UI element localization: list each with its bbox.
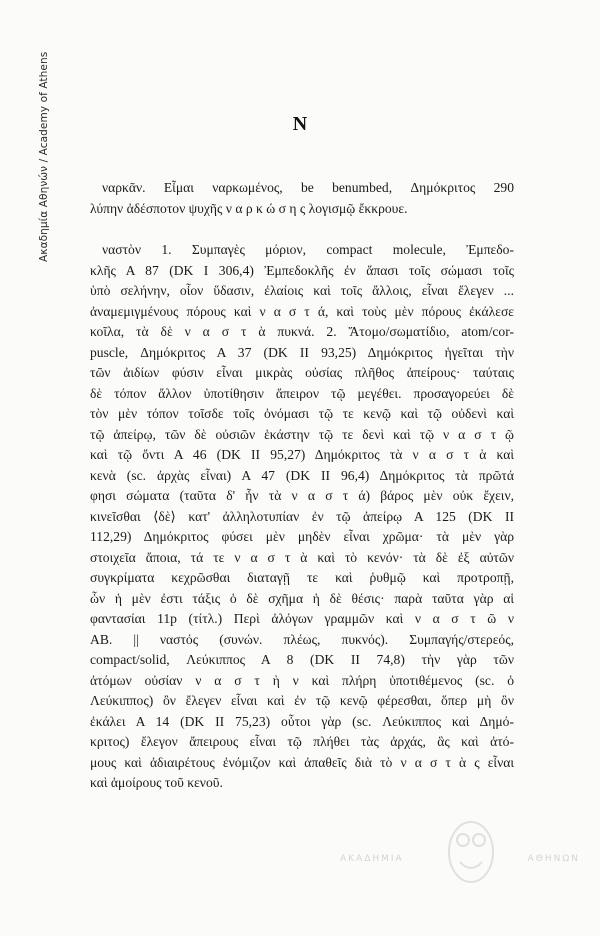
entry-line: ἐκάλει Α 14 (DK II 75,23) οὗτοι γὰρ (sc. Λεύκιππος καὶ Δημό- (90, 713, 514, 729)
entry-line: ναρκᾶν. Εἶμαι ναρκωμένος, be benumbed, Δημόκριτος 290 (102, 180, 514, 195)
entry-line: καὶ ἀμοίρους τοῦ κενοῦ. (90, 775, 223, 790)
entry-line: 112,29) Δημόκριτος φύσει μὲν μηδὲν εἶναι χρῶμα· τὰ μὲν γὰρ (90, 529, 514, 544)
entry-line: κοῖλα, τὰ δὲ ν α σ τ ὰ πυκνά. 2. Ἄτομο/σωματίδιο, atom/cor- (90, 324, 514, 339)
entry-line: κενὰ (sc. ἀρχὰς εἶναι) Α 47 (DK II 96,4) Δημόκριτος τὰ πρῶτά (90, 467, 514, 483)
academy-watermark (340, 840, 580, 880)
entry-line: τῶν ἀιδίων φύσιν εἶναι μικρὰς οὐσίας πλῆθος ἀπείρους· ταύταις (90, 365, 514, 380)
archive-side-label: Ακαδημία Αθηνών / Academy of Athens (38, 51, 50, 262)
owl-seal-icon (438, 812, 504, 888)
entry-line: ἀναμεμιγμένους πόρους καὶ ν α σ τ ά, καὶ τοὺς μὲν πόρους ἐκάλεσε (90, 303, 514, 319)
entry-line: φησι σώματα (ταῦτα δ' ἦν τὰ ν α σ τ ά) βάρος μὲν οὐκ ἔχειν, (90, 488, 514, 503)
entry-line: puscle, Δημόκριτος Α 37 (DK II 93,25) Δημόκριτος ἡγεῖται τὴν (90, 344, 514, 360)
entry-narkan (90, 178, 514, 219)
section-letter-heading: N (292, 113, 308, 135)
entry-line: Λεύκιππος) ὂν ἔλεγεν εἶναι καὶ ἐν τῷ κενῷ φέρεσθαι, ὅπερ μὴ ὂν (90, 693, 514, 708)
entry-line: ναστὸν 1. Συμπαγὲς μόριον, compact molecule, Ἐμπεδο- (102, 242, 514, 257)
entry-line: ὑπὸ σελήνην, οἷον ὕδασιν, ἐλαίοις καὶ τοῖς ἄλλοις, εἶναι ἔλεγεν ... (90, 283, 514, 298)
entry-line: στοιχεῖα ἄποια, τά τε ν α σ τ ὰ καὶ τὸ κενόν· τὰ δὲ ἐξ αὐτῶν (90, 549, 514, 565)
entry-line: δὲ τόπον ἄλλον ὑποτίθησιν ἄπειρον τῷ μεγέθει. προσαγορεύει δὲ (90, 385, 514, 401)
entry-line: ὧν ἡ μὲν ἐστι τάξις ὁ δὲ σχῆμα ἡ δὲ θέσις· παρὰ ταῦτα γὰρ αἱ (90, 590, 514, 606)
entry-line: κλῆς Α 87 (DK I 306,4) Ἐμπεδοκλῆς ἐν ἅπασι τοῖς σώμασι τοῖς (90, 262, 514, 278)
dictionary-entries (90, 178, 514, 794)
entry-line: ΑΒ. || ναστός (συνών. πλέως, πυκνός). Συμπαγής/στερεός, (90, 631, 514, 647)
entry-line: φαντασίαι 11p (τίτλ.) Περὶ ἀλόγων γραμμῶν καὶ ν α σ τ ῶ ν (90, 611, 514, 626)
entry-line: κριτος) ἔλεγον ἄπειρους εἶναι τῷ πλήθει τὰς ἀρχάς, ἃς καὶ ἀτό- (90, 734, 514, 749)
watermark-right-text: ΑΘΗΝΩΝ (527, 854, 580, 864)
entry-line: συγκρίματα κεχρῶσθαι διαταγῇ τε καὶ ῥυθμῷ καὶ προτροπῇ, (90, 570, 514, 585)
entry-line: κινεῖσθαι ⟨δὲ⟩ κατ' ἀλληλοτυπίαν ἐν τῷ ἀπείρῳ Α 125 (DK II (90, 508, 514, 524)
entry-line: μους καὶ ἀδιαιρέτους ἐνόμιζον καὶ ἀπαθεῖς διὰ τὸ ν α σ τ ὰ ς εἶναι (90, 754, 514, 770)
entry-line: compact/solid, Λεύκιππος Α 8 (DK II 74,8) τὴν γὰρ τῶν (90, 652, 514, 667)
entry-line: λύπην ἀδέσποτον ψυχῆς ν α ρ κ ώ σ η ς λογισμῷ ἔκκρουε. (90, 200, 408, 216)
entry-line: τῷ ἀπείρῳ, τῶν δὲ οὐσιῶν ἑκάστην τῷ τε δενὶ καὶ τῷ ν α σ τ ῷ (90, 426, 514, 442)
watermark-left-text: ΑΚΑΔΗΜΙΑ (340, 854, 404, 864)
entry-line: τὸν μὲν τόπον τοῖσδε τοῖς ὀνόμασι τῷ τε κενῷ καὶ τῷ οὐδενὶ καὶ (90, 406, 514, 421)
entry-line: καὶ τῷ ὄντι Α 46 (DK II 95,27) Δημόκριτος τὰ ν α σ τ ὰ καὶ (90, 447, 514, 462)
entry-naston (90, 240, 514, 794)
entry-line: ἀτόμων οὐσίαν ν α σ τ ὴ ν καὶ πλήρη ὑποτιθέμενος (sc. ὁ (90, 672, 514, 688)
